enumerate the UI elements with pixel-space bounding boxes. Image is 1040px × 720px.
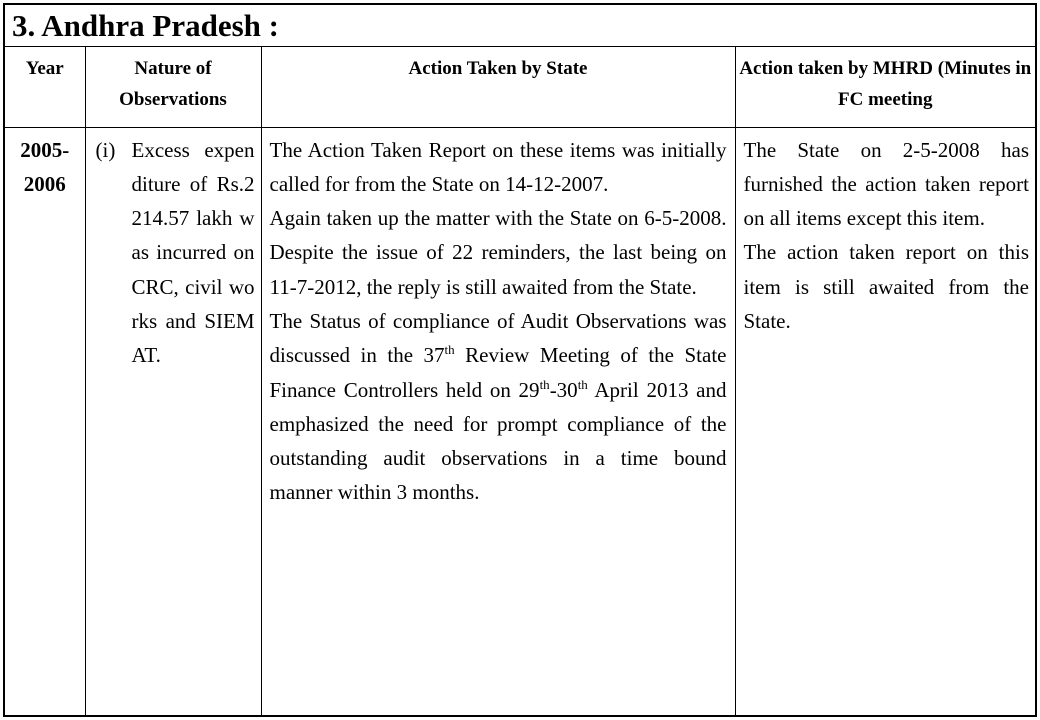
document-frame [3, 3, 1037, 717]
observation-number: (i) [95, 137, 116, 162]
header-nature: Nature of Observations [85, 47, 261, 127]
action-mhrd-cell [735, 127, 1035, 715]
table-row [5, 127, 1035, 715]
header-action-mhrd: Action taken by MHRD (Minutes in FC meeting [735, 47, 1035, 127]
nature-cell [85, 127, 261, 715]
state-paragraph-2: Again taken up the matter with the State on 6-5-2008. Despite the issue of 22 reminders, the last being on 11-7-2012, the reply is still awaited from the State. [269, 206, 727, 299]
observations-table [5, 47, 1035, 715]
table-header-row [5, 47, 1035, 127]
year-cell [5, 127, 85, 715]
header-action-state: Action Taken by State [261, 47, 735, 127]
action-state-cell [261, 127, 735, 715]
year-end: 2006 [23, 171, 66, 196]
state-paragraph-3: The Status of compliance of Audit Observations was discussed in the 37th Review Meeting of the State Finance Controllers held on 29th-30th April 2013 and emphasized the need for prompt compliance of the outstanding audit observations in a time bound manner within 3 months. [269, 308, 727, 505]
section-title: 3. Andhra Pradesh : [5, 5, 1035, 47]
mhrd-paragraph-2: The action taken report on this item is still awaited from the State. [743, 240, 1029, 333]
mhrd-paragraph-1: The State on 2-5-2008 has furnished the action taken report on all items except this item. [743, 137, 1029, 231]
year-start: 2005- [20, 137, 70, 162]
observation-text: Excess expenditure of Rs.2214.57 lakh was incurred on CRC, civil works and SIEMAT. [131, 137, 255, 368]
state-paragraph-1: The Action Taken Report on these items was initially called for from the State on 14-12-2007. [269, 137, 727, 196]
header-year: Year [5, 47, 85, 127]
